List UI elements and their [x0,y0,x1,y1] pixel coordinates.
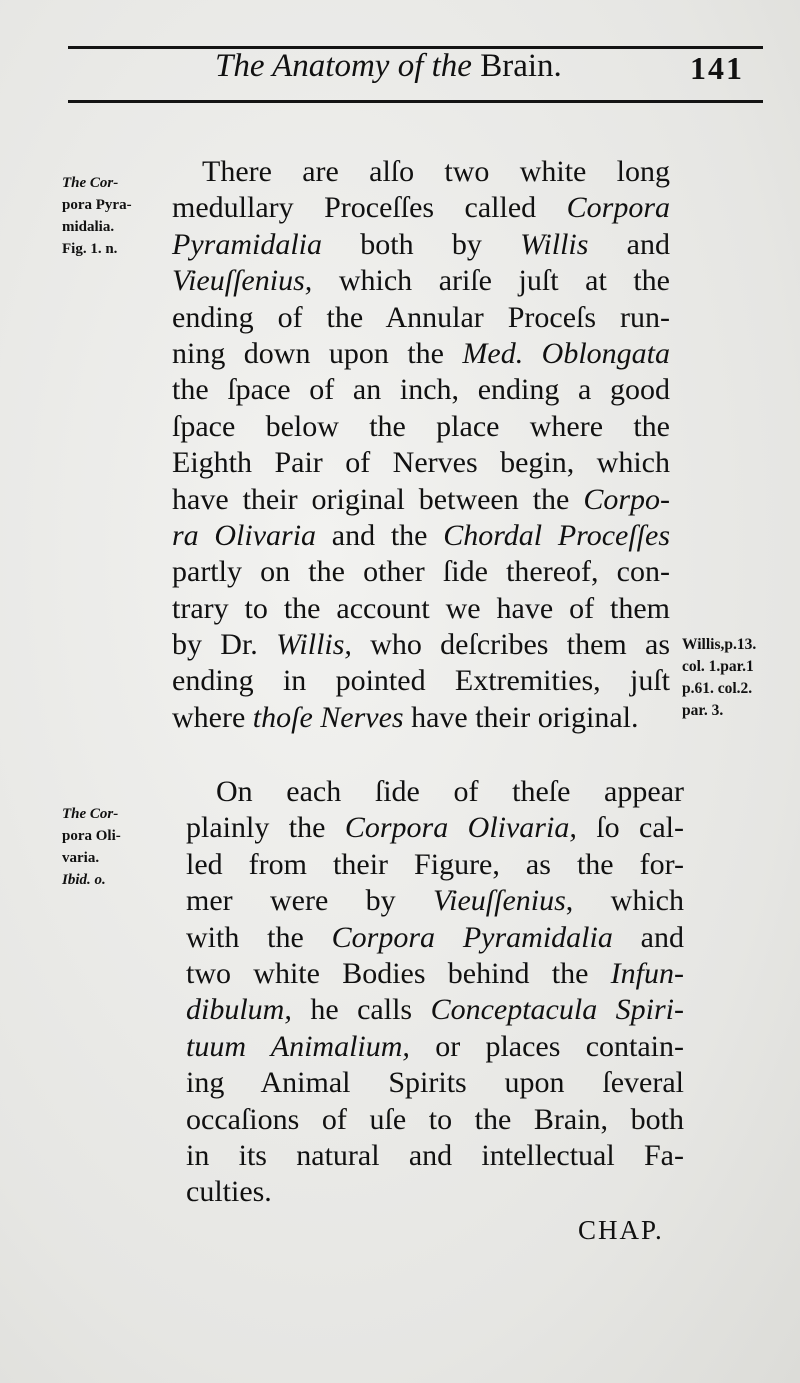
text-line [172,227,670,263]
text-segment: ending of the Annular Proceſs run- [172,300,670,334]
text-line [172,591,670,627]
text-segment: and [612,920,684,954]
text-segment: two white Bodies behind the [186,956,611,990]
text-line [186,774,684,810]
text-line [186,1138,684,1174]
text-line [186,883,684,919]
text-segment: ſo cal- [576,811,684,845]
text-segment: There are alſo two white long [202,155,670,188]
margin-note-line: p.61. col.2. [682,680,753,697]
text-segment: mer were by [186,884,434,918]
text-segment: ſpace below the place where the [172,409,670,443]
text-segment: with the [186,920,332,954]
text-segment: or places contain- [409,1029,684,1063]
text-line [172,336,670,372]
text-segment: ending in pointed Extremities, juſt [172,664,670,698]
text-line [172,554,670,590]
text-line [172,154,670,190]
italic-text: Corpora Pyramidalia [331,920,613,954]
page-number: 141 [690,50,744,86]
text-segment: On each ſide of theſe appear [216,775,684,808]
text-line [186,1065,684,1101]
text-line [186,1174,684,1210]
text-segment: partly on the other ſide thereof, con- [172,555,670,589]
text-segment: ing Animal Spirits upon ſeveral [186,1066,684,1100]
text-line [172,300,670,336]
italic-text: Willis [520,227,589,261]
italic-text: Infun- [610,956,684,990]
italic-text: dibulum, [186,993,292,1027]
running-head [215,48,562,85]
text-line [172,445,670,481]
italic-text: Corpo- [583,482,670,516]
margin-note-line: Willis,p.13. [682,636,757,653]
text-segment: he calls [291,993,431,1027]
text-segment: which ariſe juſt at the [312,264,670,298]
text-line [172,263,670,299]
margin-note-olivaria [62,803,121,891]
text-line [172,700,670,736]
text-segment: the ſpace of an inch, ending a good [172,373,670,407]
italic-text: Vieuſſenius [433,884,566,918]
text-segment: have their original between the [172,482,584,516]
text-line [172,663,670,699]
text-line [172,482,670,518]
text-segment: by Dr. [172,628,277,662]
text-segment: Eighth Pair of Nerves begin, which [172,446,670,480]
text-segment: medullary Proceſſes called [172,191,567,225]
text-line [186,992,684,1028]
italic-text: Conceptacula Spiri- [430,993,684,1027]
text-line [172,627,670,663]
italic-text: Pyramidalia [172,227,322,261]
text-segment: where [172,700,253,734]
text-segment: both by [322,227,521,261]
text-segment: in its natural and intellectual Fa- [186,1138,684,1172]
text-line [172,409,670,445]
running-head-italic: The Anatomy of the [215,48,472,84]
text-segment: ning down upon the [172,336,463,370]
italic-text: tuum Animalium, [186,1029,410,1063]
text-segment: culties. [186,1175,272,1209]
margin-note-line: Fig. 1. n. [62,241,118,257]
text-segment: trary to the account we have of them [172,591,670,625]
margin-note-line: The Cor- [62,175,119,191]
text-segment: led from their Figure, as the for- [186,847,684,881]
margin-note-line: The Cor- [62,806,119,822]
italic-text: Med. Oblongata [462,336,671,370]
header-rule-bottom [68,100,763,103]
text-line [186,920,684,956]
text-segment: occaſions of uſe to the Brain, both [186,1102,684,1136]
italic-text: Willis, [276,628,352,662]
text-line [186,956,684,992]
italic-text: Corpora [566,191,670,225]
text-segment: have their original. [403,700,639,734]
italic-text: Chordal Proceſſes [443,518,670,552]
text-line [186,847,684,883]
paragraph-corpora-pyramidalia [172,154,670,736]
margin-note-willis-reference [682,634,756,722]
margin-note-pyramidalia [62,172,132,260]
text-line [172,372,670,408]
text-line [186,810,684,846]
text-line [186,1029,684,1065]
text-line [186,1102,684,1138]
italic-text: thoſe Nerves [252,700,404,734]
margin-note-line: midalia. [62,219,115,235]
italic-text: Corpora Olivaria, [344,811,577,845]
italic-text: Vieuſſenius, [172,264,313,298]
margin-note-line: Ibid. o. [62,872,106,888]
margin-note-line: par. 3. [682,702,724,719]
text-segment: and [588,227,670,261]
paragraph-corpora-olivaria [186,774,684,1211]
margin-note-line: varia. [62,850,100,866]
text-line [172,190,670,226]
italic-text: ra Olivaria [172,518,317,552]
text-segment: , which [565,884,684,918]
text-segment: who deſcribes them as [351,628,671,662]
running-head-roman: Brain. [480,48,562,84]
text-segment: and the [316,518,444,552]
margin-note-line: pora Pyra- [62,197,132,213]
margin-note-line: pora Oli- [62,828,121,844]
text-segment: plainly the [186,811,345,845]
margin-note-line: col. 1.par.1 [682,658,754,675]
catchword: CHAP. [578,1215,664,1245]
text-line [172,518,670,554]
